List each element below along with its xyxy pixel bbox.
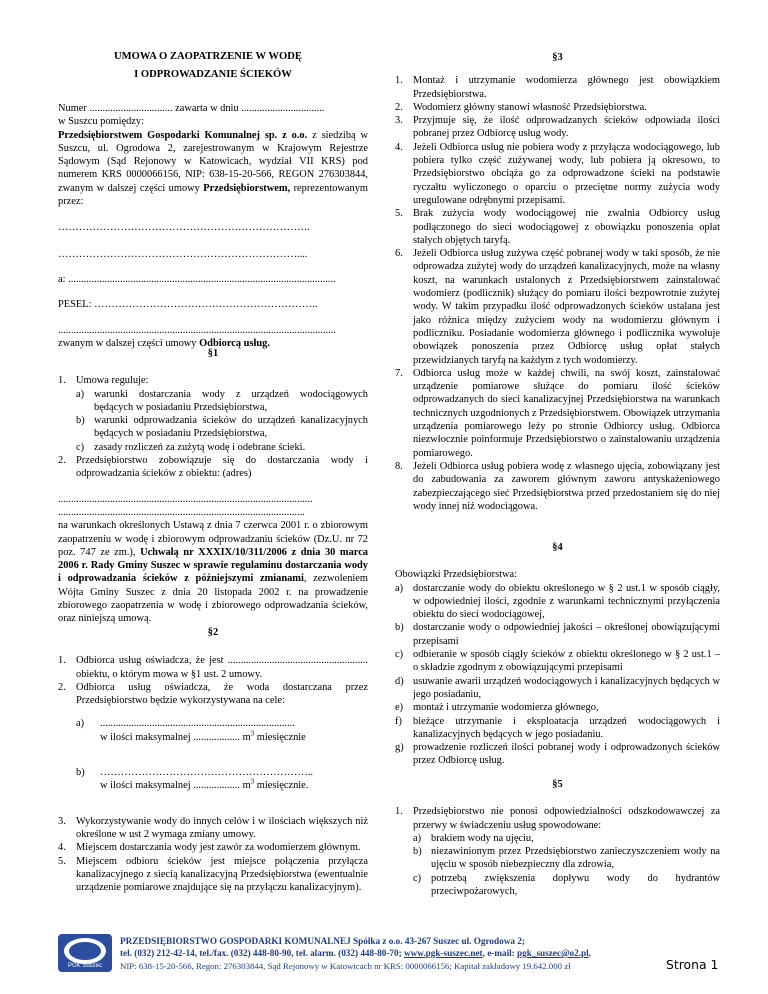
s2-purpose-a (76, 717, 368, 744)
s2-item-1 (58, 654, 368, 681)
s3-item-number: 2. (395, 101, 403, 113)
s3-item-text: Montaż i utrzymanie wodomierza głównego jest obowiązkiem Przedsiębiorstwa. (413, 75, 720, 100)
s5-sub-letter: b) (413, 846, 422, 858)
s2-item-5-text: Miejscem odbioru ścieków jest miejsce połączenia przyłącza kanalizacyjnego z siecią kanalizacyjną Przedsiębiorstwa (ewentualnie urządzenie pomiarowe znajdujące się na przyłączu kanalizacyjnym). (76, 855, 368, 894)
s2-item-3-text: Wykorzystywanie wody do innych celów i w ilościach większych niż określone w ust 2 wymaga zmiany umowy. (76, 815, 368, 840)
company-description (58, 129, 368, 209)
company-details: z siedzibą w Suszcu, ul. Ogrodowa 2, zarejestrowanym w Krajowym Rejestrze Sądowym (Sąd Rejonowy w Katowicach, wydział VII KRS) pod numerem KRS 0000066156, NIP: 638-15-20-566, REGON 276303844, zwanym w dalszej części umowy (58, 129, 369, 194)
s4-item-letter: g) (395, 742, 404, 754)
s3-list (395, 74, 720, 513)
s5-sub-letter: a) (413, 832, 422, 844)
footer-contact-line (120, 948, 591, 958)
s4-item-letter: c) (395, 649, 404, 661)
s2-purpose-b-period: miesięcznie. (254, 780, 309, 792)
intro-section (58, 102, 368, 350)
s1-sub-c-text: zasady rozliczeń za zużytą wodę i odebrane ścieki. (94, 441, 306, 453)
s2-item-4-number: 4. (58, 842, 66, 854)
s4-item-letter: a) (395, 582, 404, 594)
client-name-line: a: ....................................................................................................... (58, 273, 336, 285)
s1-sub-a-letter: a) (76, 388, 85, 400)
s3-item-number: 8. (395, 460, 403, 472)
section-5-heading: §5 (552, 779, 563, 790)
email-link[interactable]: pgk_suszec@o2.pl (517, 948, 589, 958)
s4-item (395, 621, 720, 648)
pesel-line: PESEL: ……………………………………………………….. (58, 299, 318, 311)
s3-item-text: Brak zużycia wody wodociągowej nie zwalnia Odbiorcy usług podłączonego do sieci wodociągowej z obowiązku ponoszenia opłat stałych objętych taryfą. (413, 208, 720, 246)
s1-sub-a (76, 388, 368, 415)
s4-intro: Obowiązki Przedsiębiorstwa: (395, 569, 518, 581)
client-role-text: zwanym w dalszej części umowy (58, 337, 200, 349)
website-link[interactable]: www.pgk-suszec.net (403, 948, 483, 958)
s4-item-letter: b) (395, 622, 404, 634)
s4-item-text: bieżące utrzymanie i eksploatacja urządzeń wodociągowych i kanalizacyjnych będących w jego posiadaniu. (413, 715, 720, 740)
section-2-heading: §2 (207, 627, 219, 638)
s1-item-2 (58, 454, 368, 481)
s5-sub (413, 832, 720, 845)
s5-sub (413, 872, 720, 899)
s4-item (395, 582, 720, 622)
s4-item-text: prowadzenie rozliczeń ilości pobranej wody i odprowadzonych ścieków przez Odbiorcę usług. (413, 742, 720, 767)
s2-item-4-text: Miejscem dostarczania wody jest zawór za wodomierzem głównym. (76, 842, 361, 854)
s4-item-text: dostarczanie wody do obiektu określonego w § 2 ust.1 w sposób ciągły, w odpowiedniej ilości, zgodnie z warunkami technicznymi przyłączenia obiektu do sieci wodociągowej, (413, 582, 720, 621)
s2-item-5 (58, 855, 368, 895)
legal-basis-resolution: Uchwałą nr XXXIX/10/311/2006 z dnia 30 marca 2006 r. Rady Gminy Suszec w sprawie regulaminu dostarczania wody i odprowadzania ścieków z późniejszymi zmianami (58, 546, 369, 585)
s2-purpose-a-period: miesięcznie (254, 731, 306, 743)
footer-company-line: PRZEDSIĘBIORSTWO GOSPODARKI KOMUNALNEJ Spółka z o.o. 43-267 Suszec ul. Ogrodowa 2; (120, 936, 525, 946)
s1-sub-b (76, 414, 368, 441)
s2-item-5-number: 5. (58, 855, 66, 867)
s1-sub-b-letter: b) (76, 415, 85, 427)
address-line-2: ............................................................................................... (58, 506, 305, 518)
s3-item (395, 141, 720, 207)
s2-purpose-b-quantity (94, 779, 368, 792)
s3-item-text: Jeżeli Odbiorca usług zużywa część pobranej wody w taki sposób, że nie odprowadza zużytej wody do urządzeń kanalizacyjnych, może na własny koszt, na warunkach ustalonych z Przedsiębiorstwem zainstalować wodomierz (podlicznik) służący do pomiaru ilości bezpowrotnie zużytej wody. W takim przypadku ilość odprowadzonych ścieków ustalana jest jako różnica między zużyciem wody na wodomierzu głównym i podliczniku. Posiadanie wodomierza głównego i podlicznika wywołuje obowiązek ponoszenia przez Odbiorcę usług opłat stałych przewidzianych taryfą na każdym z tych wodomierzy. (413, 248, 720, 366)
s4-item-text: montaż i utrzymanie wodomierza głównego, (413, 702, 599, 714)
s5-sub-text: niezawinionym przez Przedsiębiorstwo zanieczyszczeniem wody na ujęciu w sposób niebezpieczny dla zdrowia, (431, 846, 720, 871)
s2-item-3 (58, 815, 368, 842)
s4-item (395, 648, 720, 675)
section-4-heading: §4 (552, 542, 563, 553)
s2-purpose-a-letter: a) (76, 718, 85, 730)
s3-item-number: 4. (395, 141, 403, 153)
s5-sub-letter: c) (413, 872, 422, 884)
document-title-line1: UMOWA O ZAOPATRZENIE W WODĘ (114, 51, 302, 62)
s2-item-1-text: Odbiorca usług oświadcza, że jest ...................................................... obiektu, o którym mowa w §1 ust. 2 umowy. (76, 655, 368, 680)
represented-by: reprezentowanym przez: (58, 182, 369, 208)
s4-item (395, 701, 720, 714)
s3-item (395, 207, 720, 247)
section-4 (395, 541, 720, 768)
s4-item-letter: f) (395, 715, 402, 727)
s4-item-letter: d) (395, 675, 404, 687)
s1-item-1 (58, 374, 368, 454)
company-name: Przedsiębiorstwem Gospodarki Komunalnej sp. z o.o. (58, 129, 308, 141)
s3-item (395, 460, 720, 513)
representative-line-1: ………………………………………………………………. (58, 222, 310, 234)
s4-item-text: dostarczanie wody o odpowiedniej jakości – określonej obowiązującymi przepisami (413, 622, 720, 647)
s3-item (395, 247, 720, 367)
s1-item-1-text: Umowa reguluje: (76, 375, 149, 387)
s3-item (395, 74, 720, 101)
s3-item-text: Wodomierz główny stanowi własność Przedsiębiorstwa. (413, 101, 647, 113)
cubic-superscript: 3 (250, 729, 255, 738)
s5-sub (413, 845, 720, 872)
section-1-heading: §1 (207, 348, 219, 359)
s3-item-text: Przyjmuje się, że ilość odprowadzanych ścieków odpowiada ilości pobranej przez Odbiorcę usług wody. (413, 115, 720, 140)
s1-item-2-number: 2. (58, 455, 66, 467)
client-role: Odbiorcą usług. (199, 337, 270, 349)
company-logo (58, 934, 112, 972)
s3-item-text: Jeżeli Odbiorca usług pobiera wodę z własnego ujęcia, zobowiązany jest do zabudowania za zaworem głównym zaworu antyskażeniowego zabezpieczającego sieć Przedsiębiorstwa przed przedostaniem się do niej wody innej niż wodociągowa. (413, 460, 720, 512)
s3-item-number: 6. (395, 248, 403, 260)
footer-phones: tel. (032) 212-42-14, tel./fax. (032) 448-80-90, tel. alarm. (032) 448-80-70; (120, 948, 404, 958)
s5-sub-text: potrzebą zwiększenia dopływu wody do hydrantów przeciwpożarowych, (431, 872, 720, 898)
s5-item-1 (395, 805, 720, 898)
s2-item-2-number: 2. (58, 681, 66, 693)
s1-item-1-number: 1. (58, 375, 66, 387)
s1-sub-c-letter: c) (76, 441, 85, 453)
s5-sub-text: brakiem wody na ujęciu, (431, 832, 534, 844)
s1-sub-a-text: warunki dostarczania wody z urządzeń wodociągowych będących w posiadaniu Przedsiębiorstwa, (94, 388, 368, 413)
place-line: w Suszcu pomiędzy: (58, 116, 144, 128)
s2-item-2-text: Odbiorca usług oświadcza, że woda dostarczana przez Przedsiębiorstwo będzie wykorzystywana na cele: (76, 681, 368, 707)
logo-text: PGK Suszec (67, 963, 102, 969)
section-1 (58, 347, 368, 626)
s2-purpose-b-letter: b) (76, 767, 85, 779)
section-2 (58, 626, 368, 894)
s3-item-number: 1. (395, 75, 403, 87)
s3-item (395, 367, 720, 460)
s4-item (395, 741, 720, 768)
section-3-heading: §3 (552, 52, 563, 63)
s5-item-1-text: Przedsiębiorstwo nie ponosi odpowiedzialności odszkodowawczej za przerwy w świadczeniu usług spowodowane: (413, 806, 720, 831)
s2-item-4 (58, 841, 368, 854)
s4-item-letter: e) (395, 702, 404, 714)
document-title-line2: I ODPROWADZANIE ŚCIEKÓW (134, 69, 292, 80)
footer-email-label: , e-mail: (482, 948, 518, 958)
s2-item-3-number: 3. (58, 815, 66, 827)
footer-registration-line: NIP: 638-15-20-566, Regon: 276303844, Sąd Rejonowy w Katowicach nr KRS: 0000066156; Kapitał zakładowy 19.642.000 zł (120, 961, 571, 971)
address-line-1: .................................................................................................. (58, 493, 313, 505)
s2-purpose-a-quantity (94, 731, 368, 744)
page-footer (58, 926, 748, 976)
section-5 (395, 778, 720, 898)
s4-item (395, 675, 720, 702)
section-3 (395, 51, 720, 513)
s2-purpose-a-quantity-text: w ilości maksymalnej .................. m (100, 731, 251, 743)
s2-purpose-b-quantity-text: w ilości maksymalnej .................. m (100, 780, 251, 792)
s3-item (395, 114, 720, 141)
s2-purpose-a-line: ........................................................................... (100, 718, 295, 730)
s5-item-1-number: 1. (395, 806, 403, 818)
cubic-superscript: 3 (250, 777, 255, 786)
s2-item-2 (58, 681, 368, 708)
s1-sub-b-text: warunki odprowadzania ścieków do urządzeń kanalizacyjnych będących w posiadaniu Przedsiębiorstwa, (94, 415, 368, 440)
footer-comma: , (588, 948, 591, 958)
s3-item-number: 3. (395, 115, 403, 127)
s3-item-text: Jeżeli Odbiorca usług nie pobiera wody z przyłącza wodociągowego, lub pobiera tylko część zużywanej wody, lub pobiera ją okresowo, to Przedsiębiorstwo obciąża go za odprowadzone ścieki na podstawie ryczałtu wyliczonego o oparciu o przeciętne normy zużycia wody uregulowane odrębnymi przepisami. (413, 141, 720, 206)
company-role: Przedsiębiorstwem, (203, 182, 291, 194)
client-extra-line: ........................................................................................................... (58, 324, 336, 336)
s3-item-number: 5. (395, 208, 403, 220)
legal-basis-part2: , zezwoleniem Wójta Gminy Suszec z dnia 20 listopada 2002 r. na prowadzenie zbiorowego zaopatrzenia w wodę i zbiorowego odprowadzania ścieków, oraz niniejszą umową. (58, 573, 368, 625)
page-number: Strona 1 (666, 957, 719, 972)
s4-item (395, 715, 720, 742)
legal-basis-part1: na warunkach określonych Ustawą z dnia 7 czerwca 2001 r. o zbiorowym zaopatrzeniu w wodę i zbiorowym odprowadzaniu ścieków (Dz.U. nr 72 poz. 747 ze zm.), (58, 520, 368, 558)
s1-sub-c (76, 441, 368, 454)
s4-item-text: odbieranie w sposób ciągły ścieków z obiektu określonego w § 2 ust.1 – o składzie zgodnym z obowiązującymi przepisami (413, 649, 720, 674)
s4-item-text: usuwanie awarii urządzeń wodociągowych i kanalizacyjnych będących w jego posiadaniu, (413, 675, 720, 700)
s1-item-2-text: Przedsiębiorstwo zobowiązuje się do dostarczania wody i odprowadzania ścieków z obiektu: (adres) (76, 455, 368, 480)
s2-item-1-number: 1. (58, 655, 66, 667)
contract-number-line: Numer ................................ zawarta w dniu ................................ (58, 103, 325, 114)
representative-line-2: …………………………………………………………….... (58, 248, 308, 260)
legal-basis (58, 519, 368, 625)
s3-item-number: 7. (395, 367, 403, 379)
s2-purpose-b-line: …………………………………………………….. (100, 767, 314, 779)
s3-item (395, 101, 720, 114)
s2-purpose-b (76, 766, 368, 793)
s3-item-text: Odbiorca usług może w każdej chwili, na swój koszt, zainstalować urządzenie pomiarowe służące do pomiaru ilość ścieków odprowadzanych do sieci kanalizacyjnej Przedsiębiorstwa na warunkach technicznych uzgodnionych z Przedsiębiorstwem. Obowiązek utrzymania urządzenia pomiarowego leży po stronie Odbiorcy usług. Odbiorca niezwłocznie poinformuje Przedsiębiorstwo o zainstalowaniu urządzenia pomiarowego. (413, 367, 720, 459)
